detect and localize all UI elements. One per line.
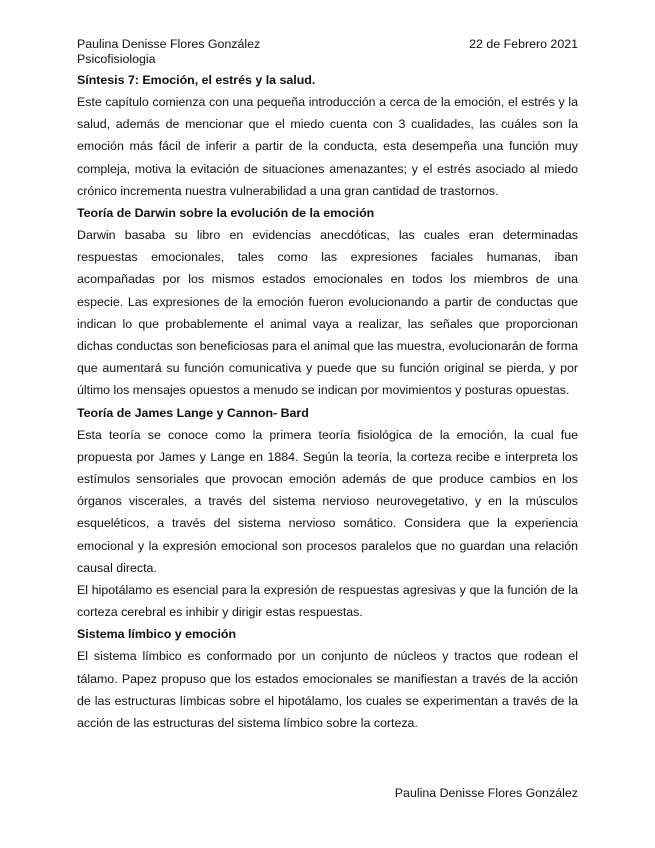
hypothalamus-paragraph: El hipotálamo es esencial para la expresión de respuestas agresivas y que la función de la corteza cerebral es inhibir y dirigir estas respuestas. [77, 583, 578, 620]
header-date: 22 de Febrero 2021 [469, 37, 578, 51]
page-footer: Paulina Denisse Flores González [394, 786, 578, 800]
section-limbic [77, 623, 578, 734]
header-subject: Psicofisiologia [77, 52, 156, 66]
section-darwin [77, 202, 578, 402]
james-lange-paragraph: Esta teoría se conoce como la primera teoría fisiológica de la emoción, la cual fue propuesta por James y Lange en 1884. Según la teoría, la corteza recibe e interpreta los estímulos sensoriales que provocan emoción además de que produce cambios en los órganos viscerales, a través del sistema nervioso neurovegetativo, y en la músculos esqueléticos, a través del sistema nervioso somático. Considera que la experiencia emocional y la expresión emocional son procesos paralelos que no guardan una relación causal directa. [77, 427, 578, 575]
james-lange-heading: Teoría de James Lange y Cannon- Bard [77, 405, 309, 420]
document-title: Síntesis 7: Emoción, el estrés y la salud. [77, 73, 316, 87]
limbic-heading: Sistema límbico y emoción [77, 627, 237, 642]
section-james-lange [77, 402, 578, 624]
darwin-heading: Teoría de Darwin sobre la evolución de la emoción [77, 206, 375, 221]
intro-paragraph: Este capítulo comienza con una pequeña introducción a cerca de la emoción, el estrés y la salud, además de mencionar que el miedo cuenta con 3 cualidades, las cuáles son la emoción más fácil de inferir a partir de la conducta, esta desempeña una función muy compleja, motiva la evitación de situaciones amenazantes; y el estrés asociado al miedo crónico incrementa nuestra vulnerabilidad a una gran cantidad de trastornos. [77, 95, 578, 198]
document-page [77, 37, 578, 734]
section-intro [77, 91, 578, 202]
limbic-paragraph: El sistema límbico es conformado por un conjunto de núcleos y tractos que rodean el tálamo. Papez propuso que los estados emocionales se manifiestan a través de la acción de las estructuras límbicas sobre el hipotálamo, los cuales se experimentan a través de la acción de las estructuras del sistema límbico sobre la corteza. [77, 649, 578, 731]
header-author: Paulina Denisse Flores González [77, 37, 261, 51]
page-header [77, 37, 578, 67]
darwin-paragraph: Darwin basaba su libro en evidencias anecdóticas, las cuales eran determinadas respuestas emocionales, tales como las expresiones faciales humanas, iban acompañadas por los mismos estados emocionales en todos los miembros de una especie. Las expresiones de la emoción fueron evolucionando a partir de conductas que indican lo que probablemente el animal vaya a realizar, las señales que proporcionan dichas conductas son beneficiosas para el animal que las muestra, evolucionarán de forma que aumentará su función comunicativa y puede que su función original se pierda, y por último los mensajes opuestos a menudo se indican por movimientos y posturas opuestas. [77, 228, 578, 398]
